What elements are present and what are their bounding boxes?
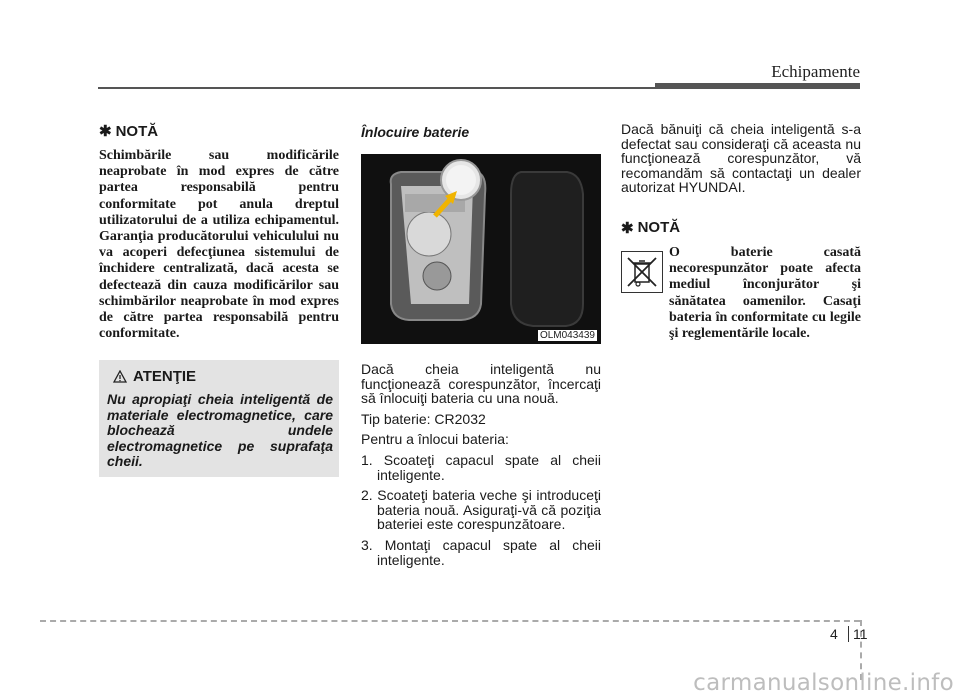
list-item: 1. Scoateţi capacul spate al cheii inteligente. bbox=[361, 451, 601, 483]
smart-key-illustration bbox=[361, 154, 601, 344]
steps-intro: Pentru a înlocui bateria: bbox=[361, 431, 509, 448]
crossed-bin-icon bbox=[621, 251, 663, 293]
caution-box bbox=[99, 360, 339, 477]
note-heading-label: NOTĂ bbox=[637, 219, 681, 237]
note-text: Schimbările sau modificările neaprobate în mod expres de către partea responsabilă pentru conformitate pot anula dreptul utilizatorului de a utiliza echipamentul. Garanţia producătorului vehiculului nu va acoperi defecţiunea sistemului de închidere centralizată, dacă acesta se defectează din cauza modificărilor sau schimbărilor neaprobate în mod expres de către partea responsabilă pentru conformitate. bbox=[99, 148, 339, 342]
star-icon: ✱ bbox=[99, 123, 112, 140]
caution-text: Nu apropiaţi cheia inteligentă de materiale electromagnetice, care blochează undele electromagnetice pe suprafaţa cheii. bbox=[107, 391, 333, 469]
list-item: 2. Scoateţi bateria veche şi introduceţi bateria nouă. Asiguraţi-vă că poziţia bateriei este corespunzătoare. bbox=[361, 487, 601, 533]
battery-intro: Dacă cheia inteligentă nu funcţionează corespunzător, încercaţi să înlocuiţi bateria cu una nouă. bbox=[361, 361, 601, 407]
note-heading bbox=[99, 122, 339, 140]
right-column bbox=[621, 122, 861, 342]
watermark: carmanualsonline.info bbox=[693, 670, 954, 696]
list-item: 3. Montaţi capacul spate al cheii inteligente. bbox=[361, 536, 601, 568]
chapter-number: 4 bbox=[830, 626, 838, 642]
battery-type: Tip baterie: CR2032 bbox=[361, 410, 486, 427]
dealer-text: Dacă bănuiţi că cheia inteligentă s-a defectat sau consideraţi că aceasta nu funcţionează corespunzător, vă recomandăm să contactaţi un dealer autorizat HYUNDAI. bbox=[621, 121, 861, 196]
section-title: Înlocuire baterie bbox=[361, 124, 470, 140]
disposal-note bbox=[621, 245, 861, 342]
steps-list bbox=[361, 453, 601, 567]
photo-code: OLM043439 bbox=[539, 330, 595, 341]
left-column bbox=[99, 122, 339, 342]
smart-key-battery-photo bbox=[361, 154, 601, 344]
footer-rule bbox=[40, 620, 860, 622]
warning-triangle-icon bbox=[113, 370, 127, 383]
disposal-text: O baterie casată necorespunzător poate afecta mediul înconjurător şi sănătatea oamenilor. Casaţi bateria în conformitate cu legile şi reglementările locale. bbox=[669, 244, 861, 341]
page-header-title: Echipamente bbox=[771, 62, 860, 81]
note-heading bbox=[621, 219, 861, 237]
note-heading-label: NOTĂ bbox=[115, 122, 159, 140]
page-number: 11 bbox=[853, 626, 868, 642]
header-rule-accent bbox=[655, 83, 860, 89]
middle-column bbox=[361, 122, 601, 573]
caution-heading-label: ATENŢIE bbox=[133, 368, 197, 385]
star-icon: ✱ bbox=[621, 219, 634, 237]
caution-heading bbox=[113, 368, 196, 385]
page-number-separator bbox=[848, 626, 849, 642]
